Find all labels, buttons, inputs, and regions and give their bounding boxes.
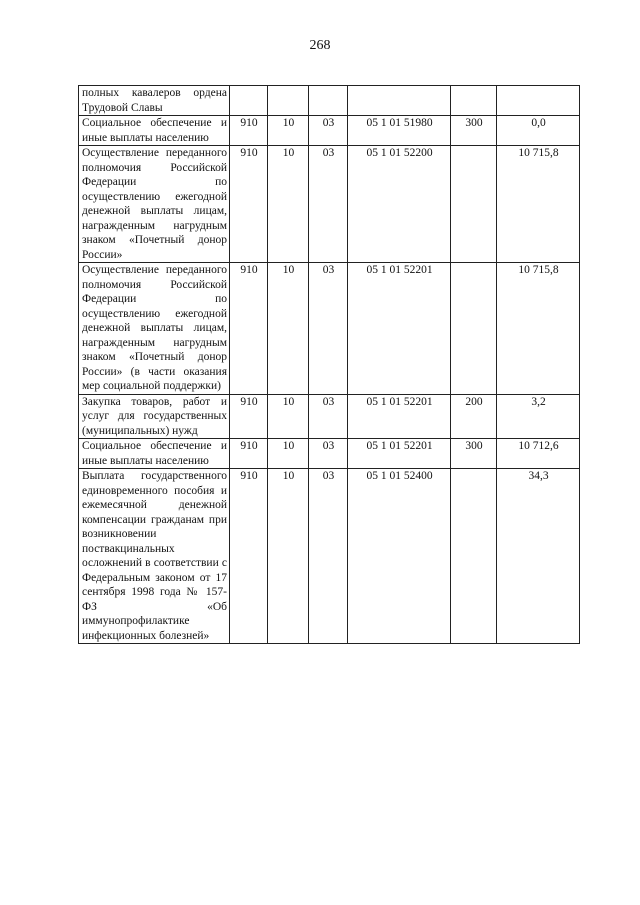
row-amount [497,86,580,116]
row-target-article: 05 1 01 52200 [348,146,451,263]
row-subsection: 03 [309,469,348,644]
row-expense-type [451,469,497,644]
row-target-article: 05 1 01 52201 [348,263,451,395]
row-grbs: 910 [230,116,268,146]
row-name: полных кавалеров ордена Трудовой Славы [79,86,230,116]
row-amount: 10 712,6 [497,439,580,469]
table-row [79,263,580,395]
row-section: 10 [268,116,309,146]
row-expense-type [451,263,497,395]
row-target-article: 05 1 01 51980 [348,116,451,146]
row-target-article: 05 1 01 52201 [348,394,451,439]
page-number: 268 [309,38,331,53]
row-subsection: 03 [309,146,348,263]
row-expense-type [451,86,497,116]
row-grbs [230,86,268,116]
row-grbs: 910 [230,394,268,439]
table-row [79,86,580,116]
row-target-article [348,86,451,116]
row-target-article: 05 1 01 52400 [348,469,451,644]
row-target-article: 05 1 01 52201 [348,439,451,469]
row-section: 10 [268,439,309,469]
table-row [79,394,580,439]
row-amount: 0,0 [497,116,580,146]
row-subsection: 03 [309,263,348,395]
row-section: 10 [268,469,309,644]
table-row [79,439,580,469]
row-section: 10 [268,146,309,263]
row-section: 10 [268,263,309,395]
row-name: Социальное обеспечение и иные выплаты населению [79,439,230,469]
table-row [79,469,580,644]
row-amount: 34,3 [497,469,580,644]
row-subsection [309,86,348,116]
table-row [79,146,580,263]
row-amount: 10 715,8 [497,146,580,263]
table-row [79,116,580,146]
row-grbs: 910 [230,439,268,469]
row-subsection: 03 [309,116,348,146]
row-section [268,86,309,116]
row-expense-type: 200 [451,394,497,439]
row-section: 10 [268,394,309,439]
row-amount: 10 715,8 [497,263,580,395]
row-name: Осуществление переданного полномочия Российской Федерации по осуществлению ежегодной денежной выплаты лицам, награжденным нагрудным знаком «Почетный донор России» (в части оказания мер социальной поддержки) [79,263,230,395]
row-grbs: 910 [230,469,268,644]
row-grbs: 910 [230,263,268,395]
row-expense-type [451,146,497,263]
row-expense-type: 300 [451,116,497,146]
row-expense-type: 300 [451,439,497,469]
row-amount: 3,2 [497,394,580,439]
budget-table [78,85,580,644]
row-name: Выплата государственного единовременного пособия и ежемесячной денежной компенсации гражданам при возникновении поствакцинальных осложнений в соответствии с Федеральным законом от 17 сентября 1998 года № 157-ФЗ «Об иммунопрофилактике инфекционных болезней» [79,469,230,644]
row-grbs: 910 [230,146,268,263]
row-name: Социальное обеспечение и иные выплаты населению [79,116,230,146]
row-subsection: 03 [309,439,348,469]
row-name: Закупка товаров, работ и услуг для государственных (муниципальных) нужд [79,394,230,439]
row-name: Осуществление переданного полномочия Российской Федерации по осуществлению ежегодной денежной выплаты лицам, награжденным нагрудным знаком «Почетный донор России» [79,146,230,263]
row-subsection: 03 [309,394,348,439]
